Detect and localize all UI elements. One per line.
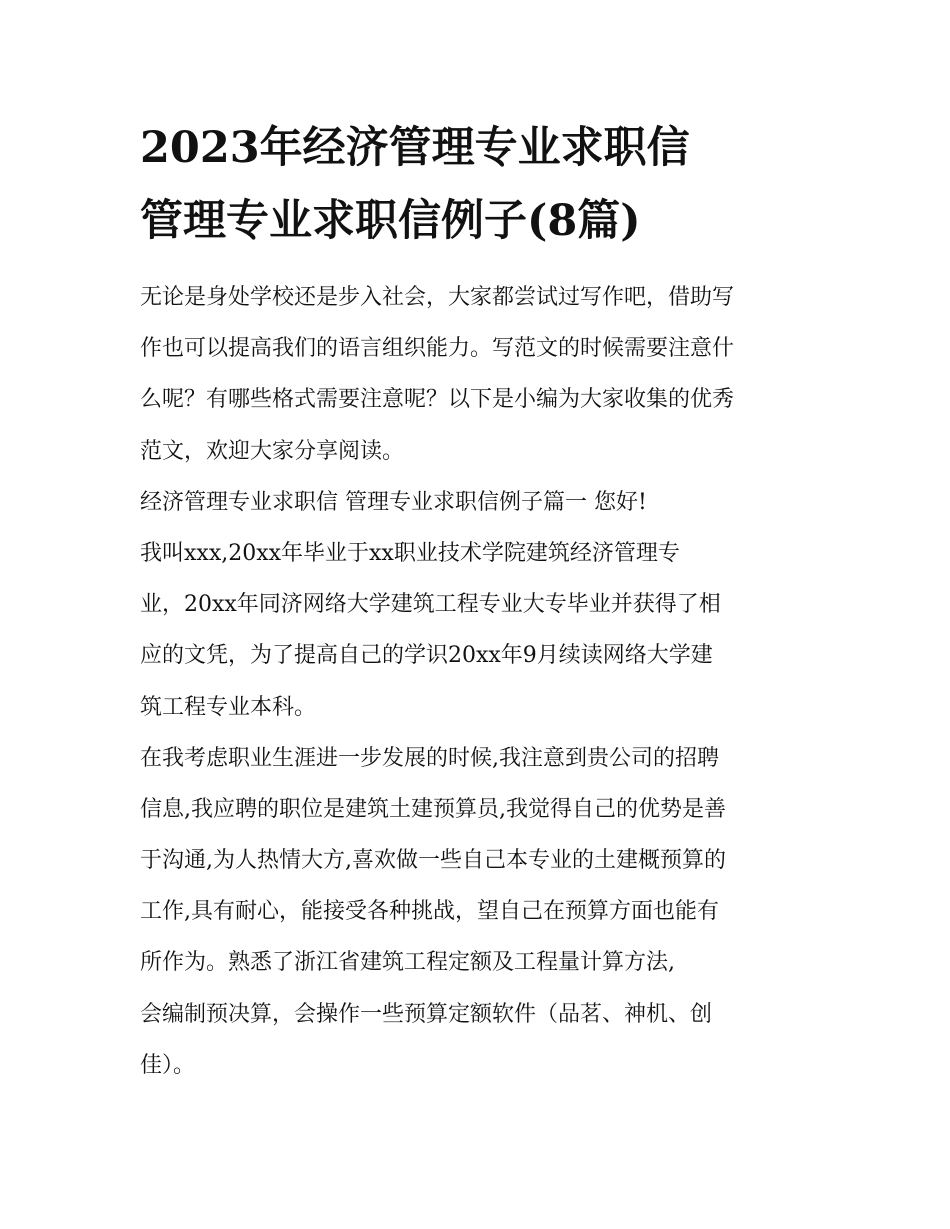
text-line: 范文，欢迎大家分享阅读。 — [140, 438, 405, 464]
text-line: 应的文凭，为了提高自己的学识20xx年9月续读网络大学建 — [140, 643, 713, 669]
text-line: 作也可以提高我们的语言组织能力。写范文的时候需要注意什 — [140, 336, 735, 362]
title-line-2: 管理专业求职信例子(8篇) — [140, 196, 641, 246]
career-paragraph — [140, 733, 830, 1091]
text-line: 我叫xxx,20xx年毕业于xx职业技术学院建筑经济管理专 — [140, 540, 680, 566]
text-line: 在我考虑职业生涯进一步发展的时候,我注意到贵公司的招聘 — [140, 745, 719, 771]
title-line-1: 2023年经济管理专业求职信 — [140, 123, 690, 173]
text-line: 经济管理专业求职信 管理专业求职信例子篇一 您好! — [140, 489, 647, 515]
page-title — [140, 112, 830, 258]
section-heading-paragraph — [140, 477, 830, 528]
text-line: 筑工程专业本科。 — [140, 694, 317, 720]
text-line: 佳）。 — [140, 1052, 196, 1078]
intro-paragraph — [140, 272, 830, 477]
text-line: 信息,我应聘的职位是建筑土建预算员,我觉得自己的优势是善 — [140, 796, 726, 822]
text-line: 么呢？有哪些格式需要注意呢？以下是小编为大家收集的优秀 — [140, 387, 735, 413]
text-line: 所作为。熟悉了浙江省建筑工程定额及工程量计算方法, — [140, 950, 675, 976]
education-paragraph — [140, 528, 830, 733]
text-line: 工作,具有耐心，能接受各种挑战，望自己在预算方面也能有 — [140, 899, 719, 925]
text-line: 无论是身处学校还是步入社会，大家都尝试过写作吧，借助写 — [140, 285, 735, 310]
document-body — [140, 272, 830, 1091]
text-line: 业，20xx年同济网络大学建筑工程专业大专毕业并获得了相 — [140, 592, 721, 618]
text-line: 会编制预决算，会操作一些预算定额软件（品茗、神机、创 — [140, 1001, 713, 1027]
text-line: 于沟通,为人热情大方,喜欢做一些自己本专业的土建概预算的 — [140, 848, 726, 874]
